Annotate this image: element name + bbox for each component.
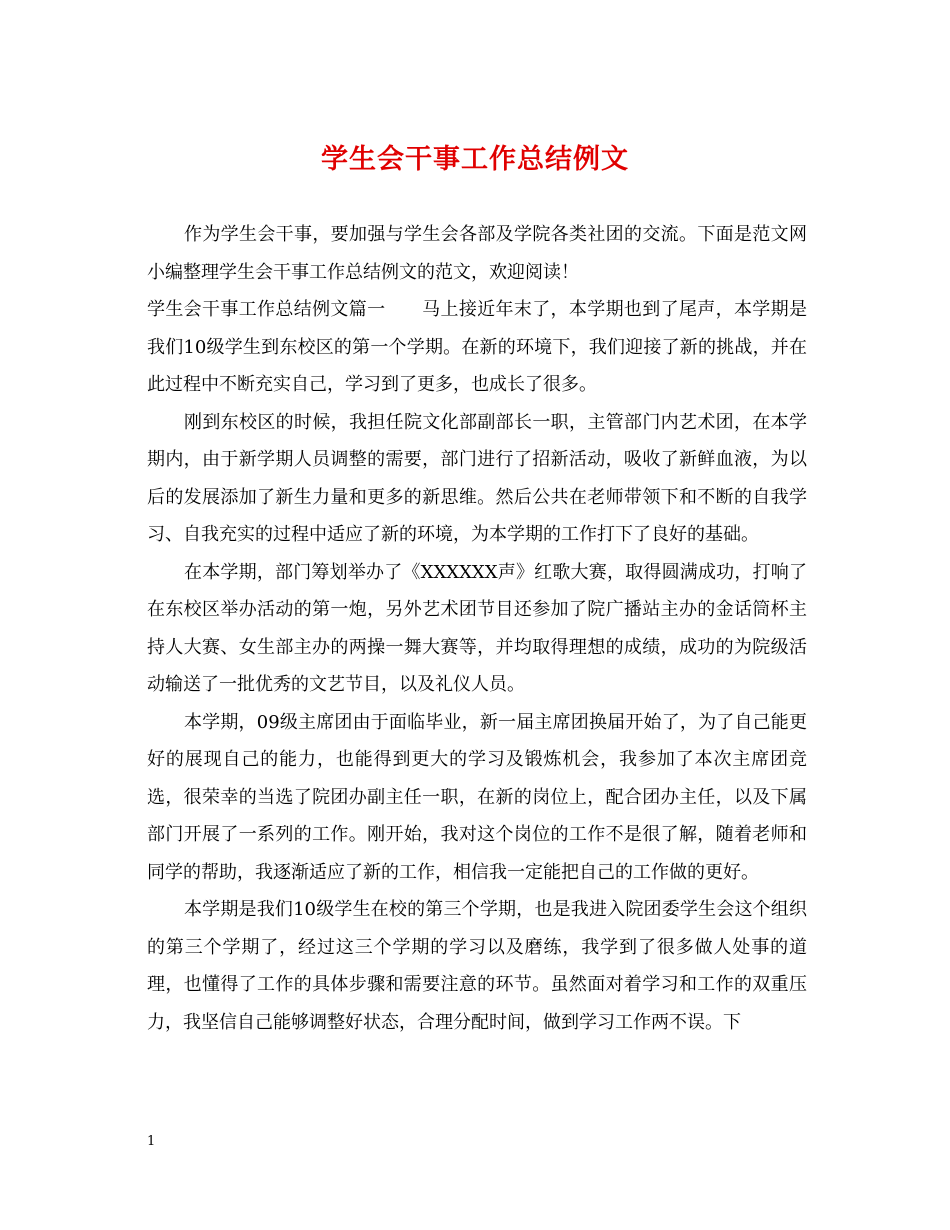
paragraph-intro: 作为学生会干事，要加强与学生会各部及学院各类社团的交流。下面是范文网小编整理学生会干事工作总结例文的范文，欢迎阅读！ xyxy=(147,224,807,283)
paragraph-election: 本学期，09级主席团由于面临毕业，新一届主席团换届开始了，为了自己能更好的展现自己的能力，也能得到更大的学习及锻炼机会，我参加了本次主席团竞选，很荣幸的当选了院团办副主任一职，在新的岗位上，配合团办主任，以及下属部门开展了一系列的工作。刚开始，我对这个岗位的工作不是很了解，随着老师和同学的帮助，我逐渐适应了新的工作，相信我一定能把自己的工作做的更好。 xyxy=(147,711,807,883)
paragraph-activities: 在本学期，部门筹划举办了《XXXXXX声》红歌大赛，取得圆满成功，打响了在东校区举办活动的第一炮，另外艺术团节目还参加了院广播站主办的金话筒杯主持人大赛、女生部主办的两操一舞大赛等，并均取得理想的成绩，成功的为院级活动输送了一批优秀的文艺节目，以及礼仪人员。 xyxy=(147,561,807,695)
paragraph-third-semester: 本学期是我们10级学生在校的第三个学期，也是我进入院团委学生会这个组织的第三个学期了，经过这三个学期的学习以及磨练，我学到了很多做人处事的道理，也懂得了工作的具体步骤和需要注意的环节。虽然面对着学习和工作的双重压力，我坚信自己能够调整好状态，合理分配时间，做到学习工作两不误。下 xyxy=(147,899,807,1033)
paragraph-east-campus: 刚到东校区的时候，我担任院文化部副部长一职，主管部门内艺术团，在本学期内，由于新学期人员调整的需要，部门进行了招新活动，吸收了新鲜血液，为以后的发展添加了新生力量和更多的新思维。然后公共在老师带领下和不断的自我学习、自我充实的过程中适应了新的环境，为本学期的工作打下了良好的基础。 xyxy=(147,411,807,545)
page-number: 1 xyxy=(147,1134,156,1149)
document-title: 学生会干事工作总结例文 xyxy=(321,144,629,175)
paragraph-article-one: 学生会干事工作总结例文篇一 马上接近年末了，本学期也到了尾声，本学期是我们10级学生到东校区的第一个学期。在新的环境下，我们迎接了新的挑战，并在此过程中不断充实自己，学习到了更多，也成长了很多。 xyxy=(147,299,807,395)
document-body xyxy=(147,216,807,1041)
